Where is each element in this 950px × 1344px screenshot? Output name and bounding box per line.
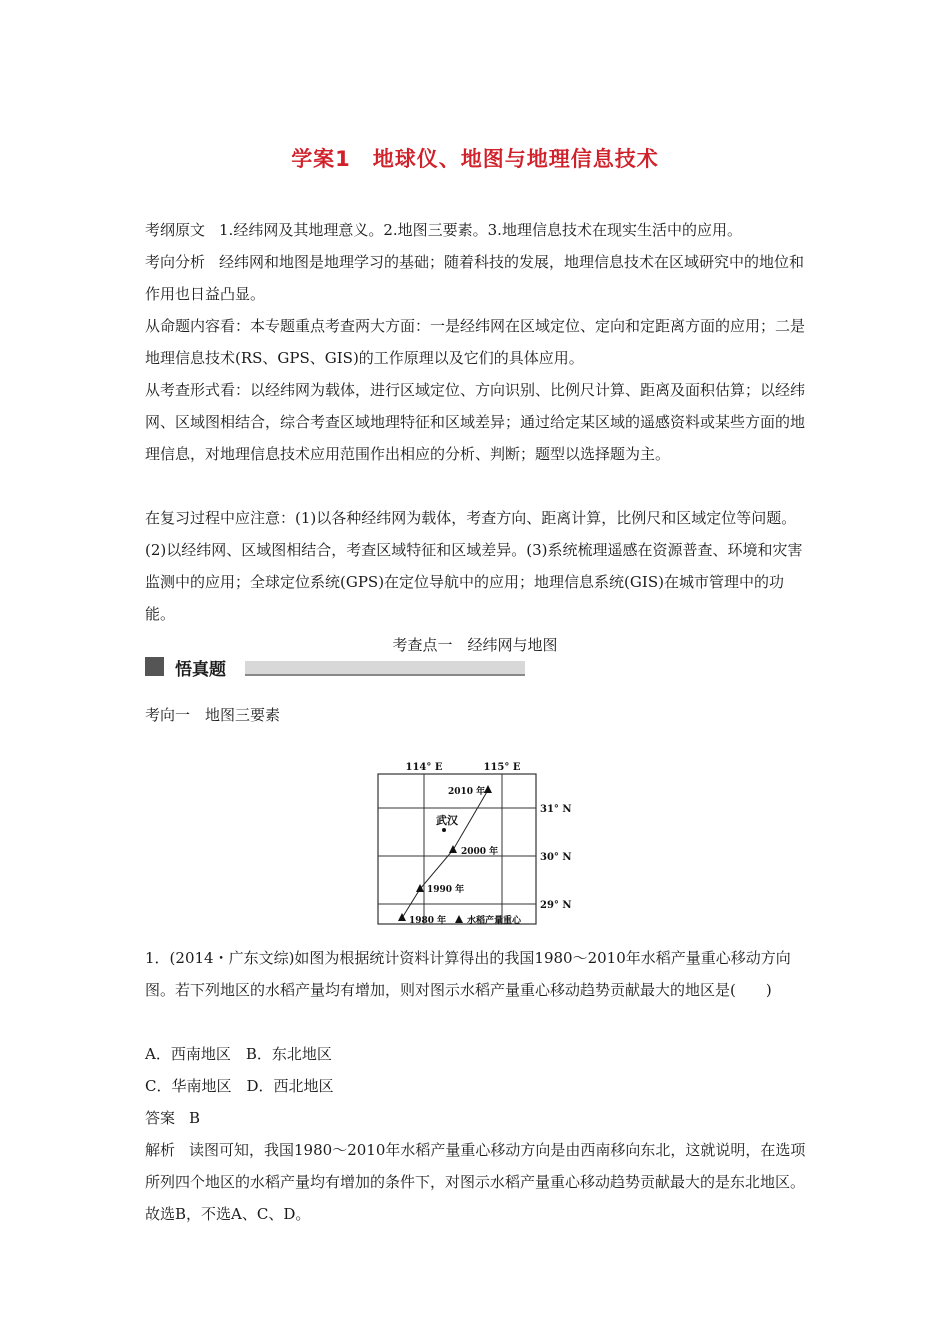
answer-value: B [189, 1109, 201, 1127]
trend-paragraph [145, 246, 809, 310]
rice-centroid-map [370, 757, 590, 929]
analysis-text: 读图可知，我国1980～2010年水稻产量重心移动方向是由西南移向东北，这就说明，在选项所列四个地区的水稻产量均有增加的条件下，对图示水稻产量重心移动趋势贡献最大的是东北地区。故选B，不选A、C、D。 [145, 1141, 806, 1223]
options-row-1: A．西南地区 B．东北地区 [145, 1045, 332, 1063]
content-paragraph: 从命题内容看：本专题重点考查两大方面：一是经纬网在区域定位、定向和定距离方面的应用；二是地理信息技术(RS、GPS、GIS)的工作原理以及它们的具体应用。 [145, 317, 806, 367]
section-header [145, 655, 525, 679]
label-2000: 2000 年 [461, 847, 499, 857]
label-1990: 1990 年 [427, 885, 465, 895]
trend-text: 经纬网和地图是地理学习的基础；随着科技的发展，地理信息技术在区域研究中的地位和作用也日益凸显。 [145, 253, 805, 303]
answer-label: 答案 [145, 1109, 176, 1127]
label-1980: 1980 年 [409, 916, 447, 926]
outline-paragraph [145, 214, 809, 246]
centroid-2010-marker [484, 785, 492, 793]
trend-label: 考向分析 [145, 253, 206, 271]
city-label-wuhan: 武汉 [436, 814, 458, 827]
lat-label-29: 29° N [540, 900, 572, 911]
analysis-label: 解析 [145, 1141, 176, 1159]
lon-label-114: 114° E [405, 762, 443, 773]
lat-label-30: 30° N [540, 852, 572, 863]
question-stem: 1．(2014・广东文综)如图为根据统计资料计算得出的我国1980～2010年水稻产量重心移动方向图。若下列地区的水稻产量均有增加，则对图示水稻产量重心移动趋势贡献最大的地区是( ) [145, 949, 791, 999]
city-marker-wuhan [442, 828, 446, 832]
page-title: 学案1 地球仪、地图与地理信息技术 [291, 147, 659, 171]
point-heading: 考查点一 经纬网与地图 [392, 636, 558, 654]
analysis-paragraph [145, 1134, 809, 1230]
legend-label: 水稻产量重心 [467, 916, 522, 926]
label-2010: 2010 年 [448, 787, 486, 797]
outline-label: 考纲原文 [145, 221, 206, 239]
answer-line [145, 1102, 200, 1134]
outline-text: 1.经纬网及其地理意义。2.地图三要素。3.地理信息技术在现实生活中的应用。 [219, 221, 742, 239]
section-block-icon [145, 657, 164, 676]
options-row-2: C．华南地区 D．西北地区 [145, 1077, 334, 1095]
centroid-2000-marker [449, 845, 457, 853]
section-label: 悟真题 [175, 660, 226, 680]
lon-label-115: 115° E [483, 762, 521, 773]
lat-label-31: 31° N [540, 804, 572, 815]
legend-triangle-icon [455, 915, 463, 923]
sub-heading: 考向一 地图三要素 [145, 706, 281, 724]
form-paragraph: 从考查形式看：以经纬网为载体，进行区域定位、方向识别、比例尺计算、距离及面积估算；以经纬网、区域图相结合，综合考查区域地理特征和区域差异；通过给定某区域的遥感资料或某些方面的地理信息，对地理信息技术应用范围作出相应的分析、判断；题型以选择题为主。 [145, 381, 806, 463]
section-rule [245, 661, 525, 676]
review-paragraph: 在复习过程中应注意：(1)以各种经纬网为载体，考查方向、距离计算，比例尺和区域定位等问题。(2)以经纬网、区域图相结合，考查区域特征和区域差异。(3)系统梳理遥感在资源普查、环境和灾害监测中的应用；全球定位系统(GPS)在定位导航中的应用；地理信息系统(GIS)在城市管理中的功能。 [145, 509, 803, 623]
